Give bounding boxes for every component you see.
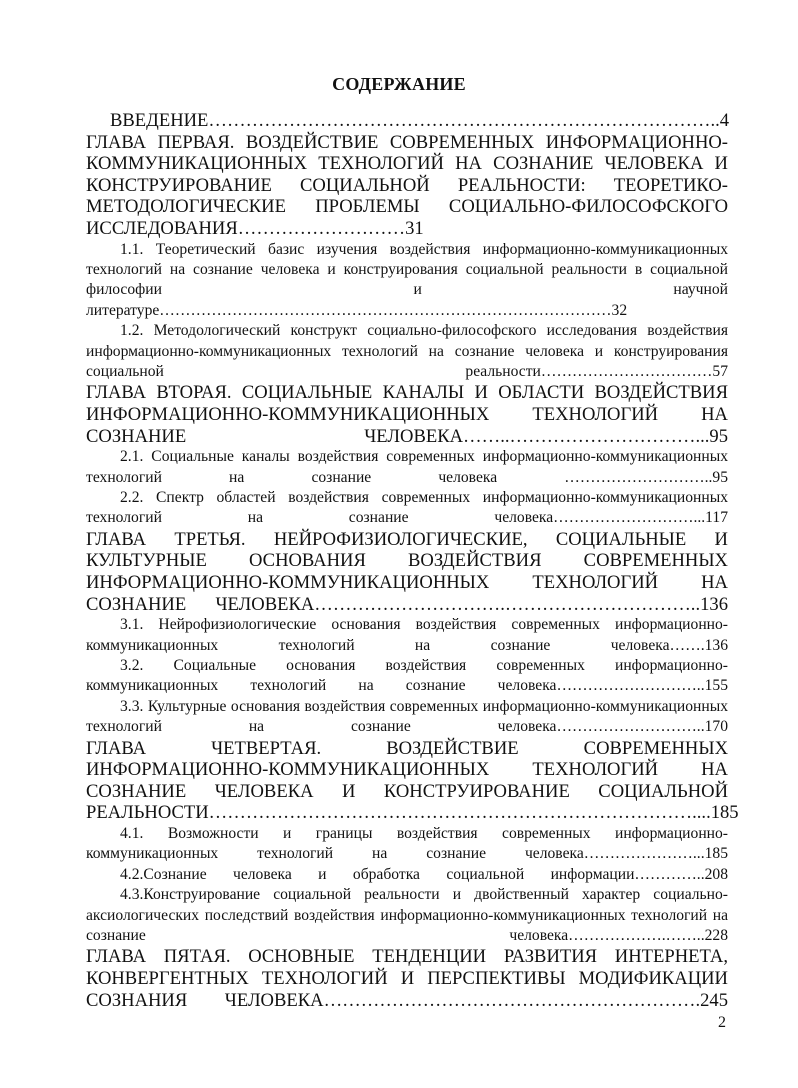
toc-section-3-1: 3.1. Нейрофизиологические основания воздействия современных информационно-коммуникационных технологий на сознание человека…….136 <box>86 616 728 654</box>
toc-chapter-5: ГЛАВА ПЯТАЯ. ОСНОВНЫЕ ТЕНДЕНЦИИ РАЗВИТИЯ ИНТЕРНЕТА, КОНВЕРГЕНТНЫХ ТЕХНОЛОГИЙ И ПЕРСПЕКТИВЫ МОДИФИКАЦИИ СОЗНАНИЯ ЧЕЛОВЕКА…………………………………………………….245 <box>86 946 728 1011</box>
toc-section-2-2: 2.2. Спектр областей воздействия современных информационно-коммуникационных технологий на сознание человека………………………...117 <box>86 489 728 527</box>
table-of-contents <box>86 110 739 1011</box>
toc-chapter-2: ГЛАВА ВТОРАЯ. СОЦИАЛЬНЫЕ КАНАЛЫ И ОБЛАСТИ ВОЗДЕЙСТВИЯ ИНФОРМАЦИОННО-КОММУНИКАЦИОННЫХ ТЕХНОЛОГИЙ НА СОЗНАНИЕ ЧЕЛОВЕКА……..…………………………...95 <box>86 382 728 447</box>
page-number: 2 <box>718 1014 726 1031</box>
toc-section-3-3: 3.3. Культурные основания воздействия современных информационно-коммуникационных технологий на сознание человека………………………..170 <box>86 697 728 736</box>
page-title: СОДЕРЖАНИЕ <box>332 74 466 94</box>
toc-section-4-1: 4.1. Возможности и границы воздействия современных информационно-коммуникационных технологий на сознание человека…………………...185 <box>86 825 728 863</box>
toc-chapter-1: ГЛАВА ПЕРВАЯ. ВОЗДЕЙСТВИЕ СОВРЕМЕННЫХ ИНФОРМАЦИОННО-КОММУНИКАЦИОННЫХ ТЕХНОЛОГИЙ НА СОЗНАНИЕ ЧЕЛОВЕКА И КОНСТРУИРОВАНИЕ СОЦИАЛЬНОЙ РЕАЛЬНОСТИ: ТЕОРЕТИКО-МЕТОДОЛОГИЧЕСКИЕ ПРОБЛЕМЫ СОЦИАЛЬНО-ФИЛОСОФСКОГО ИССЛЕДОВАНИЯ………………………31 <box>86 131 728 239</box>
toc-section-4-3: 4.3.Конструирование социальной реальности и двойственный характер социально-аксиологических последствий воздействия информационно-коммуникационных технологий на сознание человека……………….……..228 <box>86 886 728 945</box>
toc-section-4-2: 4.2.Сознание человека и обработка социальной информации…………..208 <box>120 865 728 883</box>
toc-entry-intro: ВВЕДЕНИЕ………………………………………………………………………..4 <box>110 110 730 131</box>
toc-section-1-2: 1.2. Методологический конструкт социально-философского исследования воздействия информационно-коммуникационных технологий на сознание человека и конструирования социальной реальности……………………………57 <box>86 322 728 380</box>
toc-section-3-2: 3.2. Социальные основания воздействия современных информационно-коммуникационных технологий на сознание человека………………………..155 <box>86 657 728 695</box>
toc-section-2-1: 2.1. Социальные каналы воздействия современных информационно-коммуникационных технологий на сознание человека ………………………..95 <box>86 448 728 486</box>
toc-section-1-1: 1.1. Теоретический базис изучения воздействия информационно-коммуникационных технологий на сознание человека и конструирования социальной реальности в социальной философии и научной литературе……………………………………………………………………………32 <box>86 240 728 319</box>
toc-chapter-3: ГЛАВА ТРЕТЬЯ. НЕЙРОФИЗИОЛОГИЧЕСКИЕ, СОЦИАЛЬНЫЕ И КУЛЬТУРНЫЕ ОСНОВАНИЯ ВОЗДЕЙСТВИЯ СОВРЕМЕННЫХ ИНФОРМАЦИОННО-КОММУНИКАЦИОННЫХ ТЕХНОЛОГИЙ НА СОЗНАНИЕ ЧЕЛОВЕКА………………………….…………………………..136 <box>86 528 728 615</box>
toc-chapter-4: ГЛАВА ЧЕТВЕРТАЯ. ВОЗДЕЙСТВИЕ СОВРЕМЕННЫХ ИНФОРМАЦИОННО-КОММУНИКАЦИОННЫХ ТЕХНОЛОГИЙ НА СОЗНАНИЕ ЧЕЛОВЕКА И КОНСТРУИРОВАНИЕ СОЦИАЛЬНОЙ РЕАЛЬНОСТИ……………………………………………………………………....185 <box>86 737 739 824</box>
